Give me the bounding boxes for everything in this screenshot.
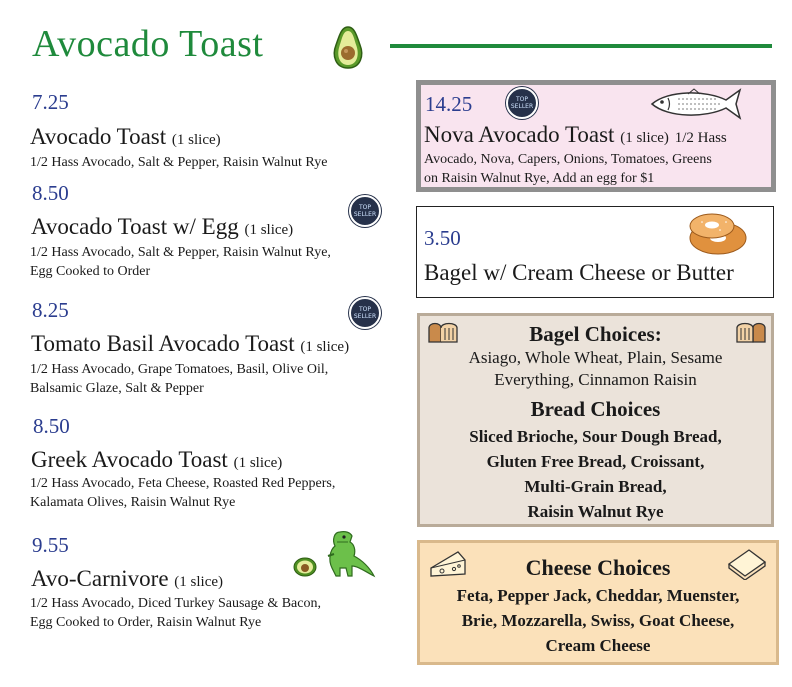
item-description: 1/2 Hass Avocado, Diced Turkey Sausage & Bacon, Egg Cooked to Order, Raisin Walnut Rye [30, 596, 321, 630]
item-price: 14.25 [425, 92, 473, 116]
item-description: 1/2 Hass Avocado, Grape Tomatoes, Basil, Olive Oil, Balsamic Glaze, Salt & Pepper [30, 362, 329, 396]
cheese-choices-line: Cream Cheese [545, 636, 651, 655]
item-name: Avocado Toast w/ Egg (1 slice) [31, 214, 294, 239]
cheese-choices [417, 555, 779, 658]
item-price: 8.50 [32, 181, 69, 205]
top-seller-badge: TOP SELLER [349, 195, 381, 227]
item-name: Bagel w/ Cream Cheese or Butter [424, 260, 734, 285]
dinosaur-icon [290, 520, 382, 580]
item-price: 7.25 [32, 90, 69, 114]
item-name: Avo-Carnivore (1 slice) [31, 566, 224, 591]
item-description: 1/2 Hass Avocado, Salt & Pepper, Raisin Walnut Rye [30, 155, 328, 170]
item-description: 1/2 Hass Avocado, Feta Cheese, Roasted Red Peppers, Kalamata Olives, Raisin Walnut Rye [30, 476, 336, 510]
bread-choices-line: Raisin Walnut Rye [527, 502, 664, 521]
fish-icon [648, 86, 744, 122]
item-name: Avocado Toast (1 slice) [30, 124, 221, 149]
bread-choices-line: Sliced Brioche, Sour Dough Bread, [469, 427, 722, 446]
bread-choices-heading: Bread Choices [530, 397, 661, 421]
bagel-choices-line: Everything, Cinnamon Raisin [494, 370, 697, 389]
item-name: Greek Avocado Toast (1 slice) [31, 447, 283, 472]
item-price: 8.25 [32, 298, 69, 322]
bagel-icon [684, 210, 750, 258]
bagel-choices-heading: Bagel Choices: [529, 322, 662, 346]
item-price: 3.50 [424, 226, 461, 250]
cheese-choices-line: Brie, Mozzarella, Swiss, Goat Cheese, [461, 611, 735, 630]
item-description: 1/2 Hass Avocado, Salt & Pepper, Raisin Walnut Rye, Egg Cooked to Order [30, 245, 331, 279]
item-name: Tomato Basil Avocado Toast (1 slice) [31, 331, 350, 356]
item-price: 9.55 [32, 533, 69, 557]
avocado-icon [331, 25, 365, 71]
top-seller-badge: TOP SELLER [349, 297, 381, 329]
item-description: Avocado, Nova, Capers, Onions, Tomatoes, Greens on Raisin Walnut Rye, Add an egg for $1 [424, 152, 712, 186]
item-name: Nova Avocado Toast (1 slice) 1/2 Hass [424, 122, 727, 147]
bagel-choices [417, 322, 774, 524]
item-price: 8.50 [33, 414, 70, 438]
cheese-choices-line: Feta, Pepper Jack, Cheddar, Muenster, [456, 586, 740, 605]
bread-choices-line: Gluten Free Bread, Croissant, [486, 452, 705, 471]
title-divider [390, 44, 772, 48]
bread-choices-line: Multi-Grain Bread, [524, 477, 667, 496]
cheese-choices-heading: Cheese Choices [525, 555, 671, 580]
page-title: Avocado Toast [32, 23, 264, 65]
bagel-choices-line: Asiago, Whole Wheat, Plain, Sesame [468, 348, 723, 367]
top-seller-badge: TOP SELLER [506, 87, 538, 119]
